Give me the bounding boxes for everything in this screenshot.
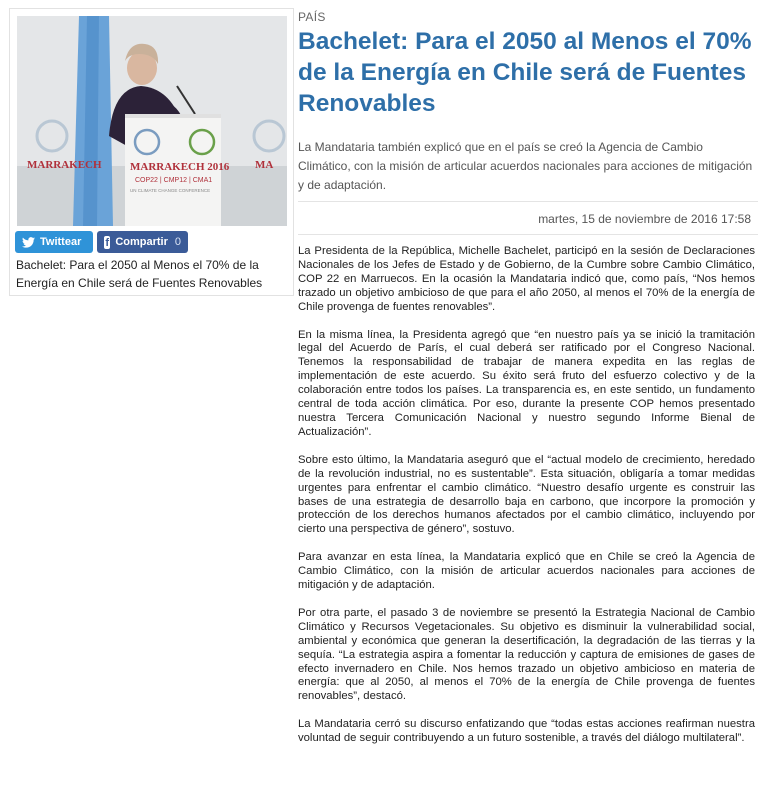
- facebook-share-label: Compartir: [115, 236, 168, 248]
- twitter-share-label: Twittear: [40, 236, 82, 248]
- facebook-share-count: 0: [174, 236, 181, 248]
- podium-banner-sub: COP22 | CMP12 | CMA1: [135, 177, 213, 184]
- article-lead: La Mandataria también explicó que en el país se creó la Agencia de Cambio Climático, con la misión de articular acuerdos nacionales para acciones de mitigación y de adaptación.: [298, 140, 753, 192]
- publish-date: martes, 15 de noviembre de 2016 17:58: [538, 212, 751, 226]
- article-paragraph: Para avanzar en esta línea, la Mandataria explicó que en Chile se creó la Agencia de Cambio Climático, con la misión de articular acuerdos nacionales para acciones de mitigación y de adaptación.: [298, 551, 755, 592]
- twitter-share-button[interactable]: [15, 231, 93, 253]
- image-caption: Bachelet: Para el 2050 al Menos el 70% de la Energía en Chile será de Fuentes Renovables: [16, 258, 263, 290]
- photo-illustration: [17, 16, 287, 226]
- article-paragraph: Por otra parte, el pasado 3 de noviembre se presentó la Estrategia Nacional de Cambio Climático y Recursos Vegetacionales. Su objetivo es disminuir la vulnerabilidad social, ambiental y económica que generan la desertificación, la degradación de las tierras y la sequía. “La estrategia aspira a fomentar la reducción y captura de emisiones de gases de efecto invernadero en Chile. Nos hemos trazado un objetivo ambicioso en materia de energía: que al 2050, al menos el 70% de la energía de Chile provenga de fuentes renovables”, destacó.: [298, 606, 755, 703]
- svg-text:MARRAKECH: MARRAKECH: [27, 159, 102, 171]
- article-paragraph: La Mandataria cerró su discurso enfatizando que “todas estas acciones reafirman nuestra voluntad de seguir contribuyendo a un futuro sostenible, a través del diálogo multilateral”.: [298, 718, 755, 745]
- article-title: Bachelet: Para el 2050 al Menos el 70% de la Energía en Chile será de Fuentes Renovables: [298, 28, 752, 117]
- podium-banner-tagline: UN CLIMATE CHANGE CONFERENCE: [130, 188, 211, 193]
- article-paragraph: La Presidenta de la República, Michelle Bachelet, participó en la sesión de Declaraciones Nacionales de los Jefes de Estado y de Gobierno, de la Cumbre sobre Cambio Climático, COP 22 en Marruecos. En la ocasión la Mandataria indicó que, como país, “Nos hemos trazado un objetivo ambicioso de que para el año 2050, al menos el 70% de la energía de Chile provenga de fuentes renovables”.: [298, 245, 755, 313]
- podium-banner-brand: MARRAKECH 2016: [130, 161, 230, 173]
- section-label[interactable]: PAÍS: [298, 10, 326, 24]
- svg-text:MA: MA: [255, 159, 274, 171]
- facebook-share-button[interactable]: [97, 231, 188, 253]
- article-paragraph: Sobre esto último, la Mandataria aseguró que el “actual modelo de crecimiento, heredado de la revolución industrial, no es sustentable”. Esta situación, obligaría a tomar medidas urgentes para enfrentar el cambio climático. “Nuestro desafío urgente es construir las bases de una estrategia de desarrollo baja en carbono, que incorpore la promoción y protección de los derechos humanos afectados por el cambio climático, incluyendo por cierto una perspectiva de género”, sostuvo.: [298, 453, 755, 536]
- twitter-bird-icon: [22, 237, 35, 248]
- article-paragraph: En la misma línea, la Presidenta agregó que “en nuestro país ya se inició la tramitación legal del Acuerdo de París, el cual deberá ser ratificado por el Congreso Nacional. Tenemos la responsabilidad de trabajar de manera expedita en las reglas de implementación de este acuerdo. Su éxito será fruto del esfuerzo colectivo y de la colaboración entre todos los países. La transparencia es, en este sentido, un fundamento central de toda acción climática. Por eso, durante la presente COP hemos presentado nuestra Tercera Comunicación Nacional y nuestro segundo Informe Bienal de Actualización”.: [298, 328, 755, 438]
- facebook-f-icon: f: [105, 236, 109, 249]
- divider-top: [298, 201, 758, 202]
- article-body: [298, 245, 755, 760]
- image-card: [9, 8, 294, 296]
- divider-bottom: [298, 234, 758, 235]
- article-photo[interactable]: [17, 16, 287, 226]
